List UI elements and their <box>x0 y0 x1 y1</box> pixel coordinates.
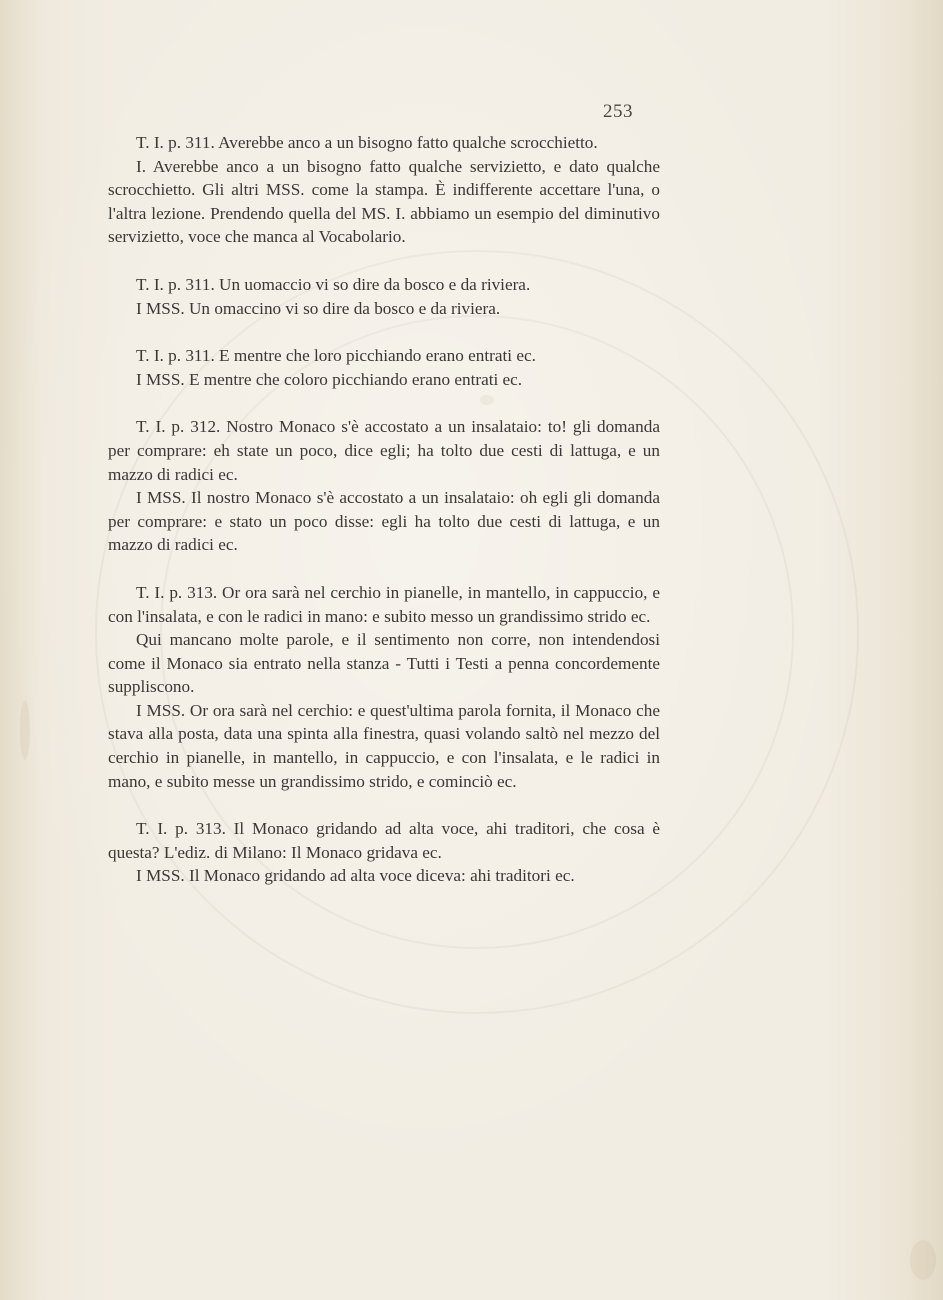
variant-paragraph: Qui mancano molte parole, e il sentimento non corre, non intendendosi come il Monaco sia entrato nella stanza - Tutti i Testi a penna concordemente suppliscono. <box>108 630 660 697</box>
foxing-spot <box>910 1240 936 1280</box>
body-text <box>108 131 660 888</box>
variant-paragraph: T. I. p. 311. Un uomaccio vi so dire da bosco e da riviera. <box>136 274 531 294</box>
foxing-spot <box>20 700 30 760</box>
variant-paragraph: T. I. p. 311. E mentre che loro picchiando erano entrati ec. <box>136 346 536 366</box>
variant-paragraph: I MSS. E mentre che coloro picchiando erano entrati ec. <box>136 369 523 389</box>
variant-paragraph: T. I. p. 312. Nostro Monaco s'è accostato a un insalataio: to! gli domanda per comprare: eh state un poco, dice egli; ha tolto due cesti di lattuga, e un mazzo di radici ec. <box>108 417 660 484</box>
variant-paragraph: I MSS. Un omaccino vi so dire da bosco e da riviera. <box>136 298 501 318</box>
variant-paragraph: I. Averebbe anco a un bisogno fatto qualche servizietto, e dato qualche scrocchietto. Gli altri MSS. come la stampa. È indifferente accettare l'una, o l'altra lezione. Prendendo quella del MS. I. abbiamo un esempio del diminutivo servizietto, voce che manca al Vocabolario. <box>108 156 660 247</box>
page-number: 253 <box>603 101 633 122</box>
variant-paragraph: I MSS. Il nostro Monaco s'è accostato a un insalataio: oh egli gli domanda per comprare: e stato un poco disse: egli ha tolto due cesti di lattuga, e un mazzo di radici ec. <box>108 488 660 555</box>
variant-paragraph: T. I. p. 313. Or ora sarà nel cerchio in pianelle, in mantello, in cappuccio, e con l'insalata, e con le radici in mano: e subito messo un grandissimo strido ec. <box>108 582 660 626</box>
variant-paragraph: I MSS. Or ora sarà nel cerchio: e quest'ultima parola fornita, il Monaco che stava alla posta, data una spinta alla finestra, quasi volando saltò nel mezzo del cerchio in pianelle, in mantello, in cappuccio, e con l'insalata, e le radici in mano, e subito messe un grandissimo strido, e cominciò ec. <box>108 700 660 791</box>
variant-paragraph: T. I. p. 313. Il Monaco gridando ad alta voce, ahi traditori, che cosa è questa? L'ediz. di Milano: Il Monaco gridava ec. <box>108 819 660 862</box>
variant-paragraph: T. I. p. 311. Averebbe anco a un bisogno fatto qualche scrocchietto. <box>136 133 598 152</box>
variant-paragraph: I MSS. Il Monaco gridando ad alta voce diceva: ahi traditori ec. <box>136 866 575 886</box>
